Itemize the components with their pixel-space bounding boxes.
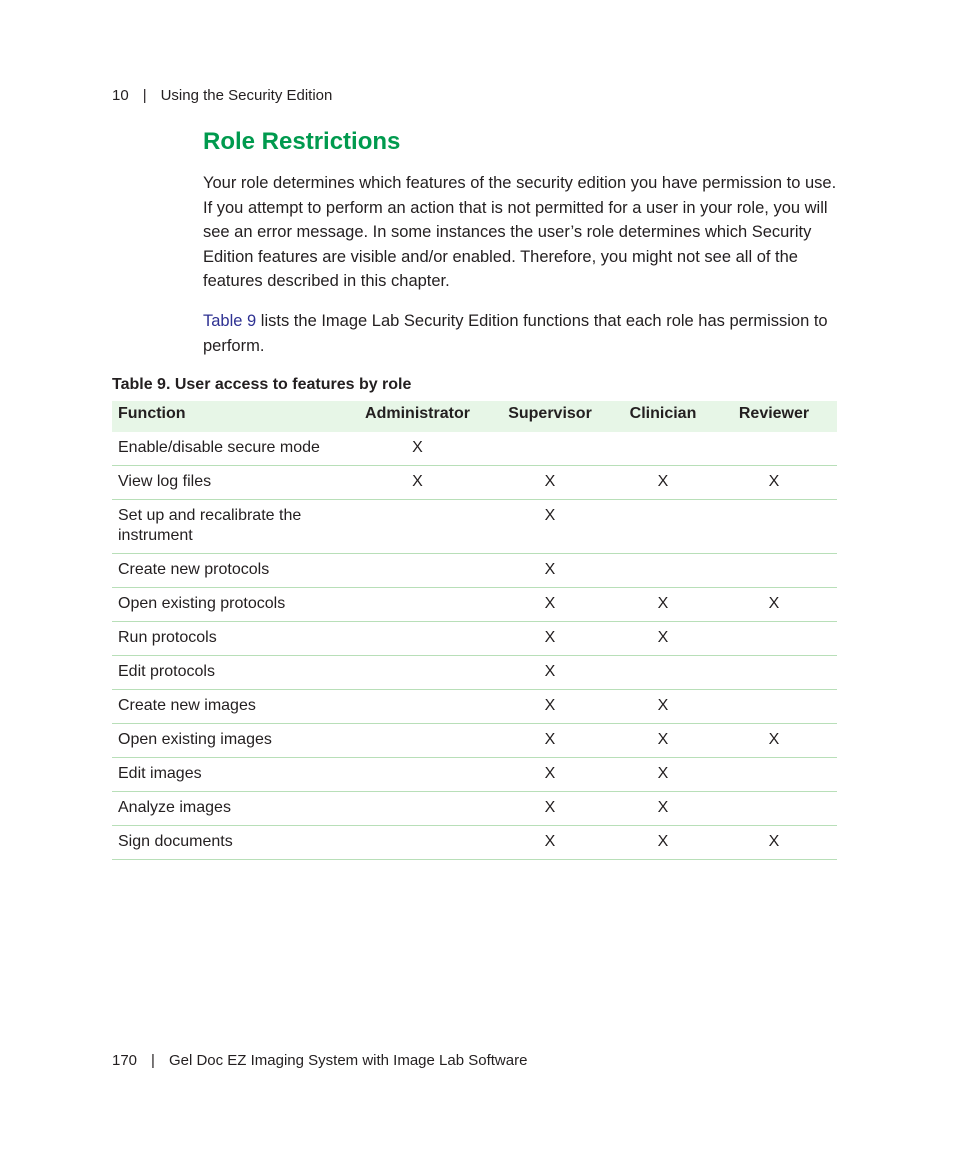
access-cell: X bbox=[485, 656, 615, 690]
table-caption: Table 9. User access to features by role bbox=[112, 376, 412, 393]
access-cell: X bbox=[485, 554, 615, 588]
access-cell bbox=[350, 554, 485, 588]
running-header bbox=[112, 87, 332, 104]
table-reference-text: lists the Image Lab Security Edition functions that each role has permission to perform. bbox=[203, 312, 828, 355]
function-cell: Open existing protocols bbox=[112, 588, 350, 622]
access-cell: X bbox=[615, 724, 711, 758]
table-row bbox=[112, 588, 837, 622]
function-cell: Create new protocols bbox=[112, 554, 350, 588]
access-cell: X bbox=[485, 588, 615, 622]
access-cell: X bbox=[711, 826, 837, 860]
table-row bbox=[112, 656, 837, 690]
access-cell: X bbox=[615, 690, 711, 724]
access-cell: X bbox=[350, 432, 485, 466]
access-cell bbox=[711, 758, 837, 792]
access-cell: X bbox=[485, 690, 615, 724]
access-cell bbox=[350, 690, 485, 724]
section-title: Role Restrictions bbox=[203, 128, 401, 155]
footer-separator: | bbox=[151, 1052, 155, 1069]
access-cell bbox=[615, 500, 711, 554]
access-cell bbox=[711, 792, 837, 826]
table-reference-paragraph bbox=[203, 309, 843, 358]
role-access-table bbox=[112, 401, 837, 860]
function-cell: Sign documents bbox=[112, 826, 350, 860]
table-row bbox=[112, 758, 837, 792]
access-cell: X bbox=[485, 792, 615, 826]
access-cell: X bbox=[615, 588, 711, 622]
access-cell: X bbox=[485, 622, 615, 656]
access-cell bbox=[615, 432, 711, 466]
access-cell bbox=[615, 656, 711, 690]
access-cell bbox=[350, 656, 485, 690]
function-cell: View log files bbox=[112, 466, 350, 500]
function-cell: Open existing images bbox=[112, 724, 350, 758]
table-row bbox=[112, 826, 837, 860]
function-cell: Analyze images bbox=[112, 792, 350, 826]
function-cell: Edit protocols bbox=[112, 656, 350, 690]
header-separator: | bbox=[142, 87, 147, 104]
intro-paragraph: Your role determines which features of the security edition you have permission to use. If you attempt to perform an action that is not permitted for a user in your role, you will see an error message. In some instances the user’s role determines which Security Edition features are visible and/or enabled. Therefore, you might not see all of the features described in this chapter. bbox=[203, 174, 837, 291]
access-cell: X bbox=[615, 792, 711, 826]
access-cell: X bbox=[485, 758, 615, 792]
header-page-number: 10 bbox=[112, 87, 129, 104]
function-cell: Create new images bbox=[112, 690, 350, 724]
column-header-clinician: Clinician bbox=[629, 405, 697, 422]
access-cell: X bbox=[485, 826, 615, 860]
running-footer bbox=[112, 1052, 527, 1069]
function-cell: Enable/disable secure mode bbox=[112, 432, 350, 466]
table-row bbox=[112, 500, 837, 554]
table-row bbox=[112, 466, 837, 500]
access-cell bbox=[711, 622, 837, 656]
access-cell: X bbox=[485, 724, 615, 758]
access-cell bbox=[350, 588, 485, 622]
access-cell bbox=[350, 758, 485, 792]
footer-book-title: Gel Doc EZ Imaging System with Image Lab Software bbox=[168, 1052, 528, 1069]
function-cell: Edit images bbox=[112, 758, 350, 792]
access-cell bbox=[711, 690, 837, 724]
access-cell: X bbox=[711, 466, 837, 500]
access-cell bbox=[711, 554, 837, 588]
access-cell: X bbox=[485, 466, 615, 500]
access-cell: X bbox=[711, 724, 837, 758]
column-header-reviewer: Reviewer bbox=[738, 405, 810, 422]
access-cell bbox=[350, 826, 485, 860]
access-cell bbox=[711, 656, 837, 690]
access-cell bbox=[350, 500, 485, 554]
access-cell bbox=[711, 500, 837, 554]
table-header-row bbox=[112, 401, 837, 432]
table-row bbox=[112, 690, 837, 724]
header-section-title: Using the Security Edition bbox=[160, 87, 333, 104]
access-cell bbox=[350, 622, 485, 656]
table-row bbox=[112, 724, 837, 758]
function-cell: Run protocols bbox=[112, 622, 350, 656]
access-cell: X bbox=[615, 622, 711, 656]
access-cell: X bbox=[711, 588, 837, 622]
column-header-supervisor: Supervisor bbox=[508, 405, 592, 422]
access-cell: X bbox=[615, 826, 711, 860]
access-cell: X bbox=[350, 466, 485, 500]
table-body bbox=[112, 432, 837, 860]
table-9-link[interactable]: Table 9 bbox=[203, 312, 257, 330]
access-cell: X bbox=[615, 466, 711, 500]
access-cell bbox=[711, 432, 837, 466]
column-header-administrator: Administrator bbox=[365, 405, 470, 422]
footer-page-number: 170 bbox=[112, 1052, 138, 1069]
table-row bbox=[112, 622, 837, 656]
column-header-function: Function bbox=[118, 405, 186, 422]
access-cell bbox=[350, 724, 485, 758]
table-row bbox=[112, 792, 837, 826]
access-cell: X bbox=[485, 500, 615, 554]
access-cell bbox=[615, 554, 711, 588]
table-row bbox=[112, 432, 837, 466]
access-cell bbox=[485, 432, 615, 466]
access-cell: X bbox=[615, 758, 711, 792]
function-cell: Set up and recalibrate the instrument bbox=[112, 500, 350, 554]
table-row bbox=[112, 554, 837, 588]
access-cell bbox=[350, 792, 485, 826]
